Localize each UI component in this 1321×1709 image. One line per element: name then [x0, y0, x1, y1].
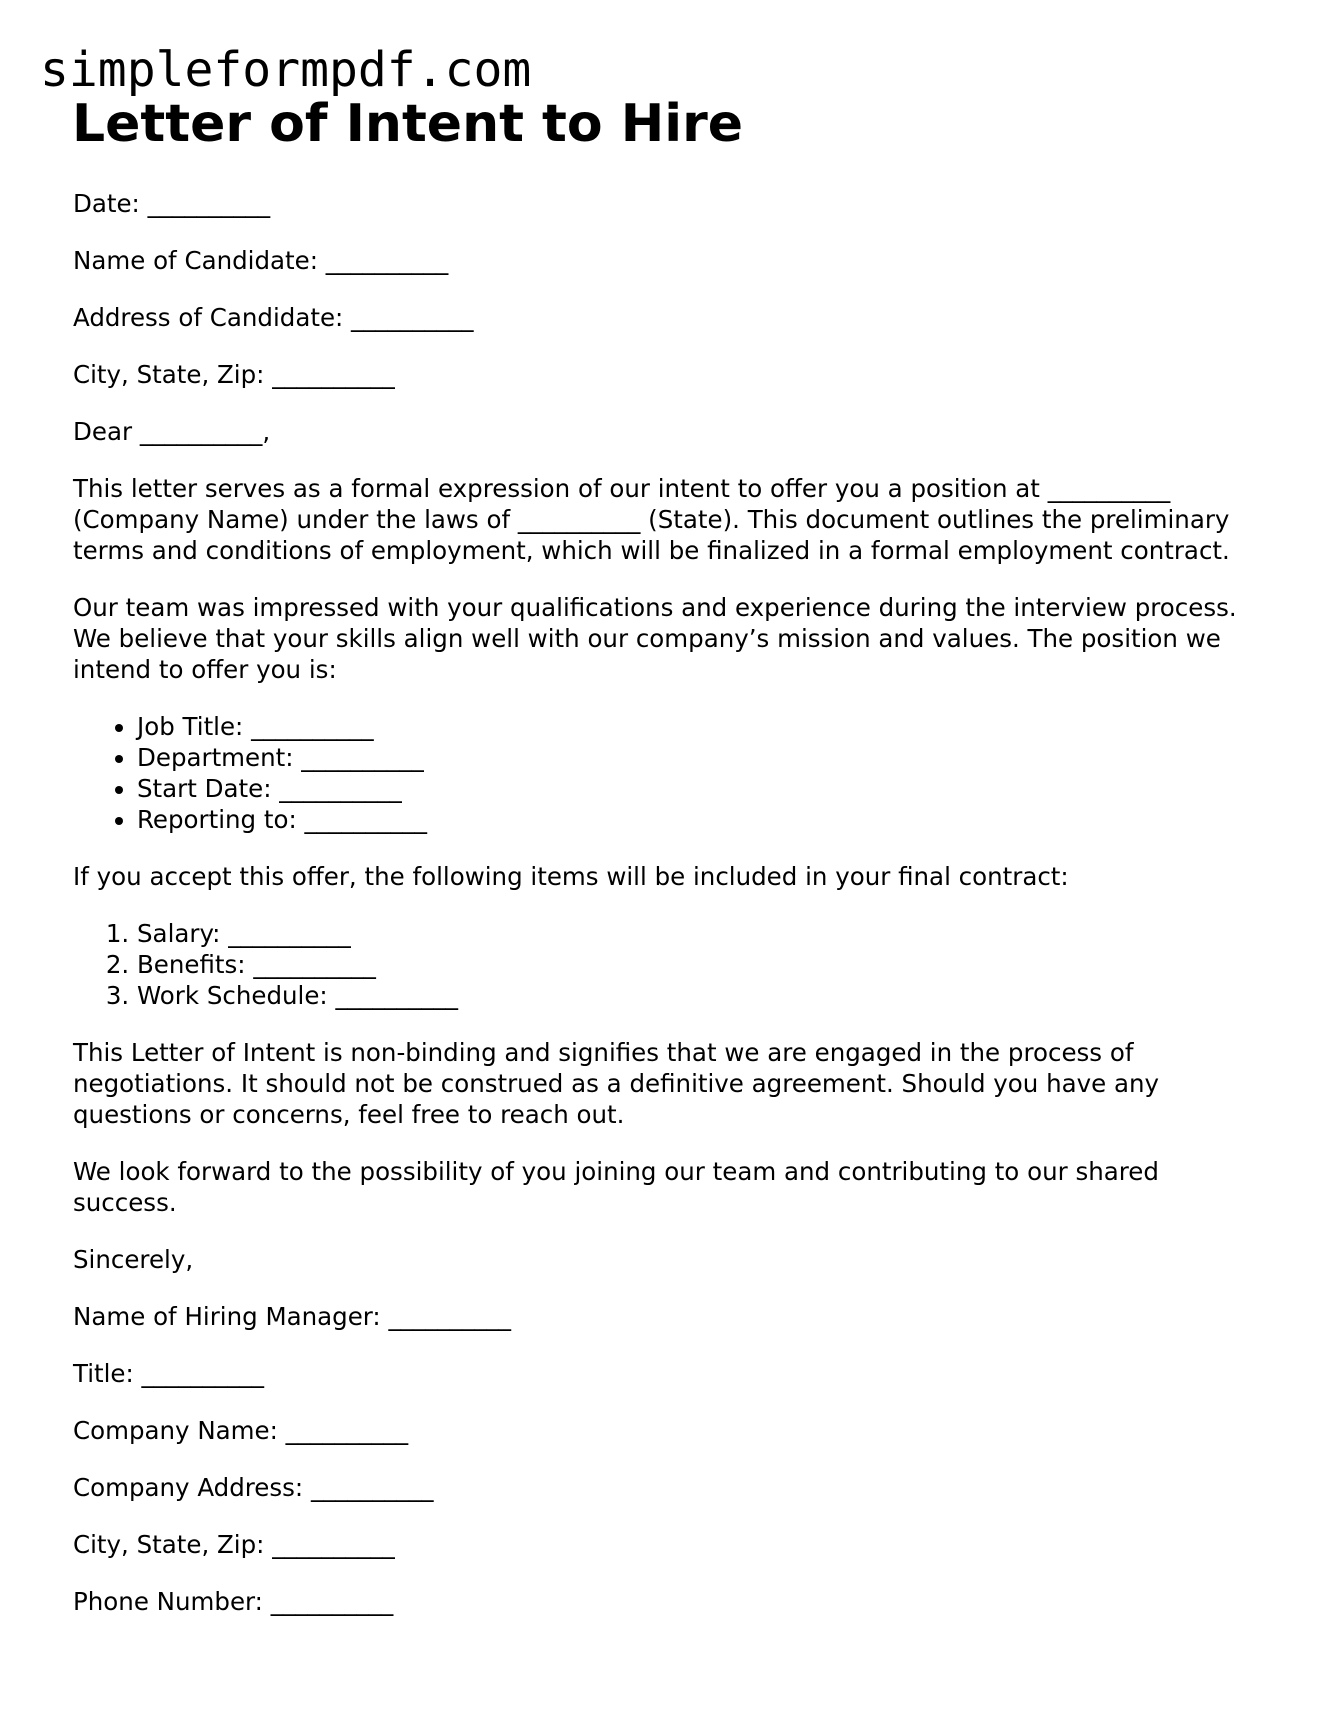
- list-item: • Department: __________: [137, 742, 1253, 773]
- list-item: • Start Date: __________: [137, 773, 1253, 804]
- phone-number-field: Phone Number: __________: [73, 1587, 394, 1616]
- candidate-address-field: Address of Candidate: __________: [73, 303, 474, 332]
- hiring-manager-title-field: Title: __________: [73, 1359, 265, 1388]
- position-details-list: [73, 711, 1253, 835]
- intro-paragraph: This letter serves as a formal expression of our intent to offer you a position at __________ (Company Name) under the laws of __________ (State). This document outlines the preliminary terms and conditions of employment, which will be finalized in a formal employment contract.: [73, 474, 1230, 565]
- candidate-city-state-zip-field: City, State, Zip: __________: [73, 360, 395, 389]
- watermark: simpleformpdf.com: [40, 42, 532, 98]
- letter-body: [73, 188, 1253, 1643]
- closing: Sincerely,: [73, 1245, 194, 1274]
- candidate-name-field: Name of Candidate: __________: [73, 246, 449, 275]
- company-address-field: Company Address: __________: [73, 1473, 434, 1502]
- list-item: 2. Benefits: __________: [137, 949, 1253, 980]
- offer-acceptance-paragraph: If you accept this offer, the following items will be included in your final contract:: [73, 862, 1069, 891]
- company-name-field: Company Name: __________: [73, 1416, 409, 1445]
- company-city-state-zip-field: City, State, Zip: __________: [73, 1530, 395, 1559]
- non-binding-paragraph: This Letter of Intent is non-binding and signifies that we are engaged in the process of negotiations. It should not be construed as a definitive agreement. Should you have any questions or concerns, feel free to reach out.: [73, 1038, 1160, 1129]
- list-item: 1. Salary: __________: [137, 918, 1253, 949]
- look-forward-paragraph: We look forward to the possibility of you joining our team and contributing to our shared success.: [73, 1157, 1159, 1217]
- list-item: 3. Work Schedule: __________: [137, 980, 1253, 1011]
- list-item: • Reporting to: __________: [137, 804, 1253, 835]
- date-field: Date: __________: [73, 189, 271, 218]
- contract-items-list: [73, 918, 1253, 1011]
- salutation: Dear __________,: [73, 417, 271, 446]
- page-title: Letter of Intent to Hire: [72, 94, 743, 154]
- qualifications-paragraph: Our team was impressed with your qualifications and experience during the interview process. We believe that your skills align well with our company’s mission and values. The position we intend to offer you is:: [73, 593, 1237, 684]
- hiring-manager-name-field: Name of Hiring Manager: __________: [73, 1302, 511, 1331]
- list-item: • Job Title: __________: [137, 711, 1253, 742]
